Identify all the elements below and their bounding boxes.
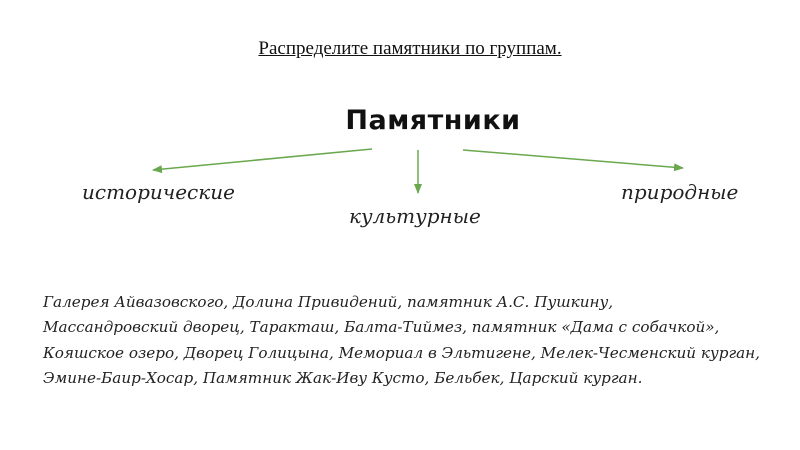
- category-cultural: культурные: [349, 204, 481, 228]
- monuments-line: Эмине-Баир-Хосар, Памятник Жак-Иву Кусто, Бельбек, Царский курган.: [43, 368, 643, 387]
- diagram-title: Памятники: [345, 105, 521, 136]
- monuments-line: Массандровский дворец, Таракташ, Балта-Тиймез, памятник «Дама с собачкой»,: [43, 318, 720, 337]
- monuments-line: Кояшское озеро, Дворец Голицына, Мемориал в Эльтигене, Мелек-Чесменский курган,: [43, 343, 761, 362]
- task-instruction: Распределите памятники по группам.: [258, 38, 562, 59]
- monuments-line: Галерея Айвазовского, Долина Привидений, памятник А.С. Пушкину,: [43, 293, 614, 311]
- monuments-list: [43, 290, 783, 391]
- arrow-to-natural: [463, 150, 683, 168]
- category-natural: природные: [621, 180, 739, 204]
- category-historical: исторические: [82, 180, 235, 204]
- arrow-to-historical: [153, 149, 372, 170]
